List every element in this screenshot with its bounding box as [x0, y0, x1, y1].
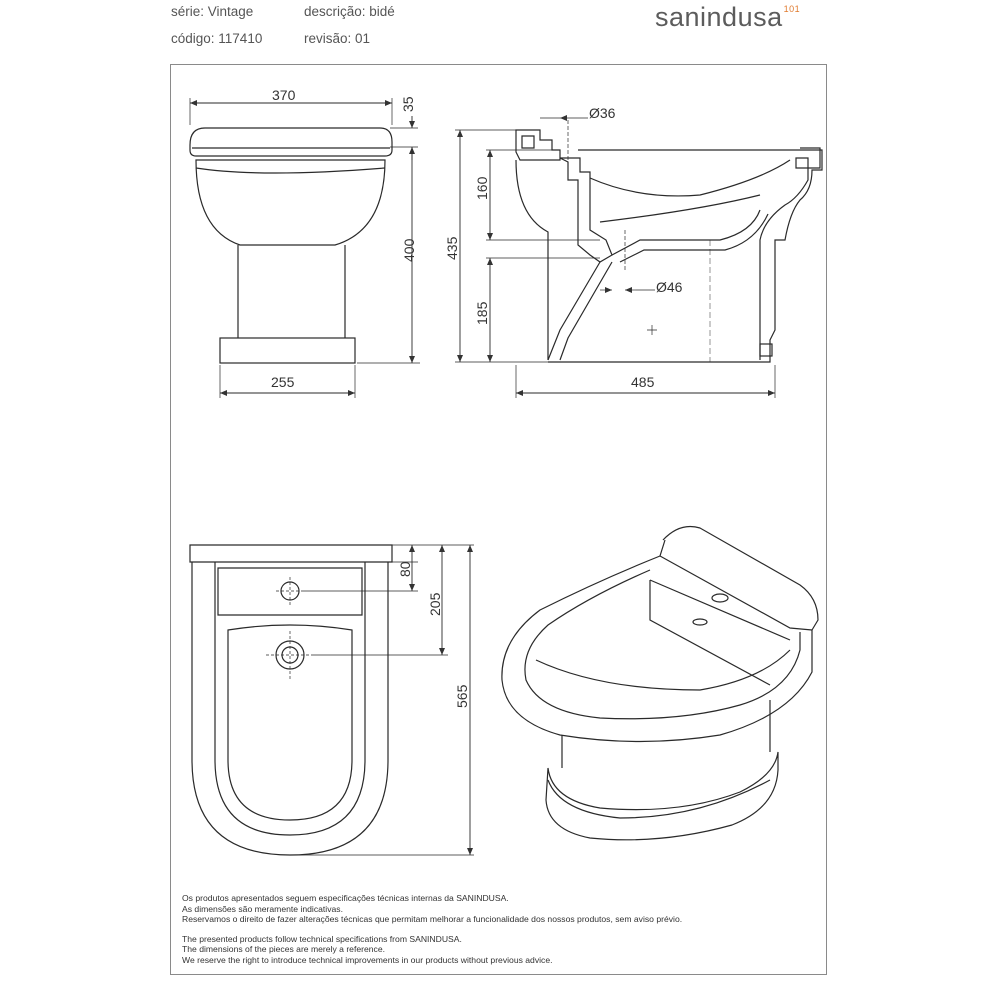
top-view: [190, 545, 474, 855]
note-en-1: The presented products follow technical specifications from SANINDUSA.: [182, 933, 462, 944]
logo-badge: 101: [783, 4, 801, 14]
note-en-2: The dimensions of the pieces are merely a reference.: [182, 944, 386, 955]
dim-370: 370: [272, 87, 296, 103]
note-pt-2: As dimensões são meramente indicativas.: [182, 903, 343, 914]
dim-185: 185: [474, 301, 490, 325]
dim-d46: Ø46: [656, 279, 683, 295]
note-pt-1: Os produtos apresentados seguem especificações técnicas internas da SANINDUSA.: [182, 893, 509, 903]
dim-255: 255: [271, 374, 295, 390]
dim-565: 565: [454, 684, 470, 708]
dim-435: 435: [444, 236, 460, 260]
dim-400: 400: [401, 238, 417, 262]
dim-d36: Ø36: [589, 105, 616, 121]
serie-label: série: Vintage: [171, 4, 254, 19]
logo-text-b: indusa: [700, 2, 783, 32]
descricao-label: descrição: bidé: [304, 4, 395, 19]
note-pt-3: Reservamos o direito de fazer alterações técnicas que permitam melhorar a funcionalidade dos nossos produtos, sem aviso prévio.: [182, 914, 683, 925]
revisao-label: revisão: 01: [304, 31, 371, 46]
codigo-label: código: 117410: [171, 31, 263, 46]
dim-485: 485: [631, 374, 655, 390]
side-section-view: [455, 118, 822, 398]
dim-80: 80: [397, 561, 413, 577]
front-view: [190, 98, 420, 398]
dim-160: 160: [474, 176, 490, 200]
dim-35: 35: [400, 96, 416, 112]
isometric-view: [502, 527, 818, 840]
note-en-3: We reserve the right to introduce technical improvements in our products without previous advice.: [182, 954, 553, 965]
logo-text-a: san: [655, 2, 701, 32]
disclaimer-notes: [182, 893, 682, 966]
dim-205: 205: [427, 592, 443, 616]
